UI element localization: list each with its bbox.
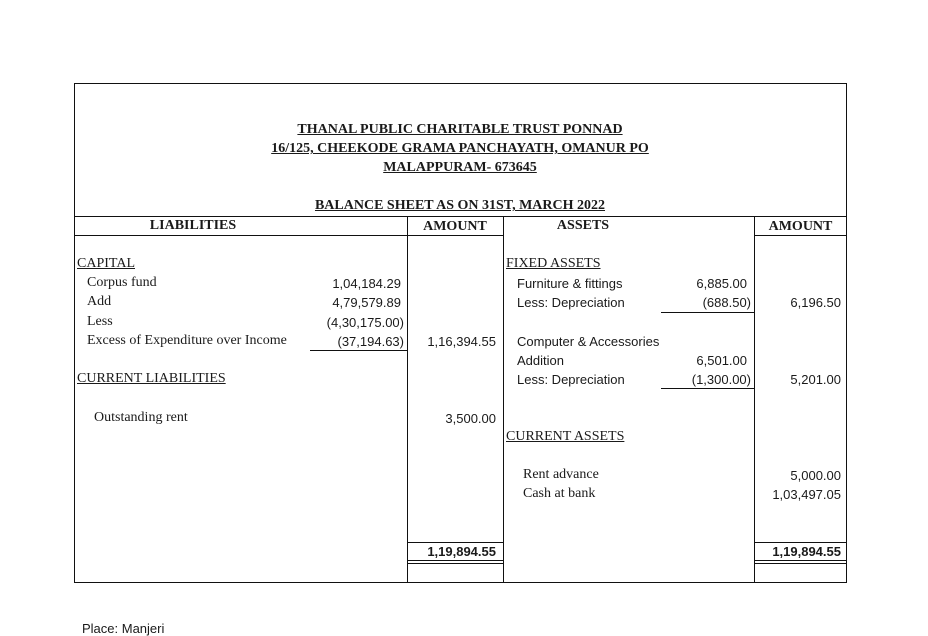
current-assets-heading: CURRENT ASSETS — [506, 429, 625, 444]
org-name: THANAL PUBLIC CHARITABLE TRUST PONNAD — [297, 122, 623, 137]
current-liabilities-heading: CURRENT LIABILITIES — [77, 371, 226, 386]
asset-total-top-line — [754, 542, 847, 543]
current-asset-label: Cash at bank — [523, 486, 596, 501]
computer-less-label: Less: Depreciation — [517, 372, 625, 387]
assets-grand-total: 1,19,894.55 — [772, 544, 841, 559]
computer-underline — [661, 388, 755, 389]
capital-item-value: (4,30,175.00) — [326, 315, 404, 330]
capital-item-label: Add — [87, 294, 112, 309]
asset-total-double-line-2 — [754, 563, 847, 564]
org-address: 16/125, CHEEKODE GRAMA PANCHAYATH, OMANUR PO — [271, 141, 649, 156]
col-liabilities-amount: AMOUNT — [423, 219, 487, 234]
computer-addition-label: Addition — [517, 353, 564, 368]
capital-total: 1,16,394.55 — [427, 334, 496, 349]
col-assets: ASSETS — [556, 218, 610, 233]
asset-total-double-line-1 — [754, 560, 847, 561]
liab-total-double-line-2 — [407, 563, 504, 564]
liab-total-top-line — [407, 542, 504, 543]
liab-amount-right-line — [503, 216, 504, 583]
col-assets-amount: AMOUNT — [768, 219, 833, 234]
frame-bottom-border — [74, 582, 847, 583]
computer-label: Computer & Accessories — [517, 334, 660, 349]
capital-item-label: Less — [87, 314, 113, 329]
current-liability-amount: 3,500.00 — [445, 411, 496, 426]
furniture-net: 6,196.50 — [790, 295, 841, 310]
capital-item-label: Corpus fund — [87, 275, 157, 290]
furniture-label: Furniture & fittings — [517, 276, 623, 291]
capital-item-value: 4,79,579.89 — [332, 295, 401, 310]
furniture-less-value: (688.50) — [702, 295, 751, 310]
org-city: MALAPPURAM- 673645 — [383, 160, 537, 175]
liab-amount-left-line — [407, 216, 408, 583]
capital-subtotal-underline — [310, 350, 407, 351]
capital-item-label: Excess of Expenditure over Income — [87, 333, 287, 348]
header-row-bottom-line-left — [74, 235, 504, 236]
computer-less-value: (1,300.00) — [691, 372, 751, 387]
statement-title: BALANCE SHEET AS ON 31ST, MARCH 2022 — [314, 198, 606, 213]
capital-item-value: 1,04,184.29 — [332, 276, 401, 291]
frame-left-border — [74, 83, 75, 583]
furniture-less-label: Less: Depreciation — [517, 295, 625, 310]
frame-right-border — [846, 83, 847, 583]
current-asset-amount: 5,000.00 — [790, 468, 841, 483]
current-liability-label: Outstanding rent — [94, 410, 188, 425]
current-asset-label: Rent advance — [523, 467, 599, 482]
col-liabilities: LIABILITIES — [149, 218, 237, 233]
header-row-top-line — [74, 216, 847, 217]
furniture-value: 6,885.00 — [696, 276, 747, 291]
fixed-assets-heading: FIXED ASSETS — [506, 256, 601, 271]
computer-net: 5,201.00 — [790, 372, 841, 387]
place-text: Place: Manjeri — [82, 621, 165, 636]
asset-amount-left-line — [754, 216, 755, 583]
computer-addition-value: 6,501.00 — [696, 353, 747, 368]
liab-total-double-line-1 — [407, 560, 504, 561]
header-row-bottom-line-right — [754, 235, 847, 236]
furniture-underline — [661, 312, 755, 313]
liabilities-grand-total: 1,19,894.55 — [427, 544, 496, 559]
capital-item-value: (37,194.63) — [337, 334, 404, 349]
current-asset-amount: 1,03,497.05 — [772, 487, 841, 502]
frame-top-border — [74, 83, 847, 84]
capital-heading: CAPITAL — [77, 256, 135, 271]
